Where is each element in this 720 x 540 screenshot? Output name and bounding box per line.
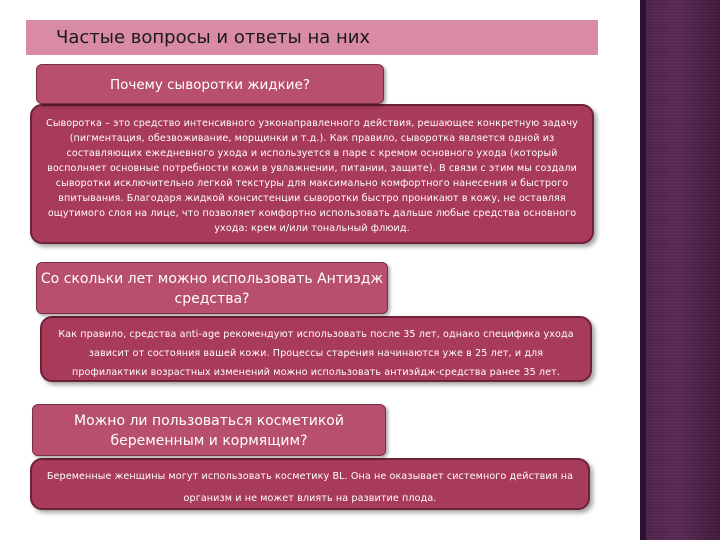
answer-text-2: Как правило, средства anti-age рекомендуют использовать после 35 лет, однако специфика ухода зависит от состояния вашей кожи. Процессы старения начинаются уже в 25 лет, и для профилактики возрастных изменений можно использовать антиэйдж-средства ранее 35 лет. <box>58 329 574 378</box>
answer-box-2 <box>40 316 592 382</box>
answer-box-1 <box>30 104 594 244</box>
panel-texture <box>640 0 720 540</box>
question-text-2: Со скольки лет можно использовать Антиэдж средства? <box>40 271 384 307</box>
question-box-2 <box>36 262 388 314</box>
answer-text-3: Беременные женщины могут использовать косметику BL. Она не оказывает системного действия на организм и не может влиять на развитие плода. <box>46 471 574 504</box>
answer-text-1: Сыворотка – это средство интенсивного узконаправленного действия, решающее конкретную задачу (пигментация, обезвоживание, морщинки и т.д.). Как правило, сыворотка является одной из составляющих ежедневного ухода и используется в паре с кремом основного ухода (который восполняет основные потребности кожи в увлажнении, питании, защите). В связи с этим мы создали сыворотки исключительно легкой текстуры для максимально комфортного нанесения и быстрого впитывания. Благодаря жидкой консистенции сыворотки быстро проникают в кожу, не оставляя ощутимого слоя на лице, что позволяет комфортно использовать дальше любые средства основного ухода: крем и/или тональный флюид. <box>46 118 578 234</box>
question-text-3: Можно ли пользоваться косметикой беременным и кормящим? <box>74 413 344 449</box>
panel-edge-strip <box>640 0 646 540</box>
answer-box-3 <box>30 458 590 510</box>
question-box-1 <box>36 64 384 104</box>
question-box-3 <box>32 404 386 456</box>
question-text-1: Почему сыворотки жидкие? <box>109 77 311 93</box>
slide-title: Частые вопросы и ответы на них <box>26 20 598 55</box>
decorative-side-panel <box>640 0 720 540</box>
